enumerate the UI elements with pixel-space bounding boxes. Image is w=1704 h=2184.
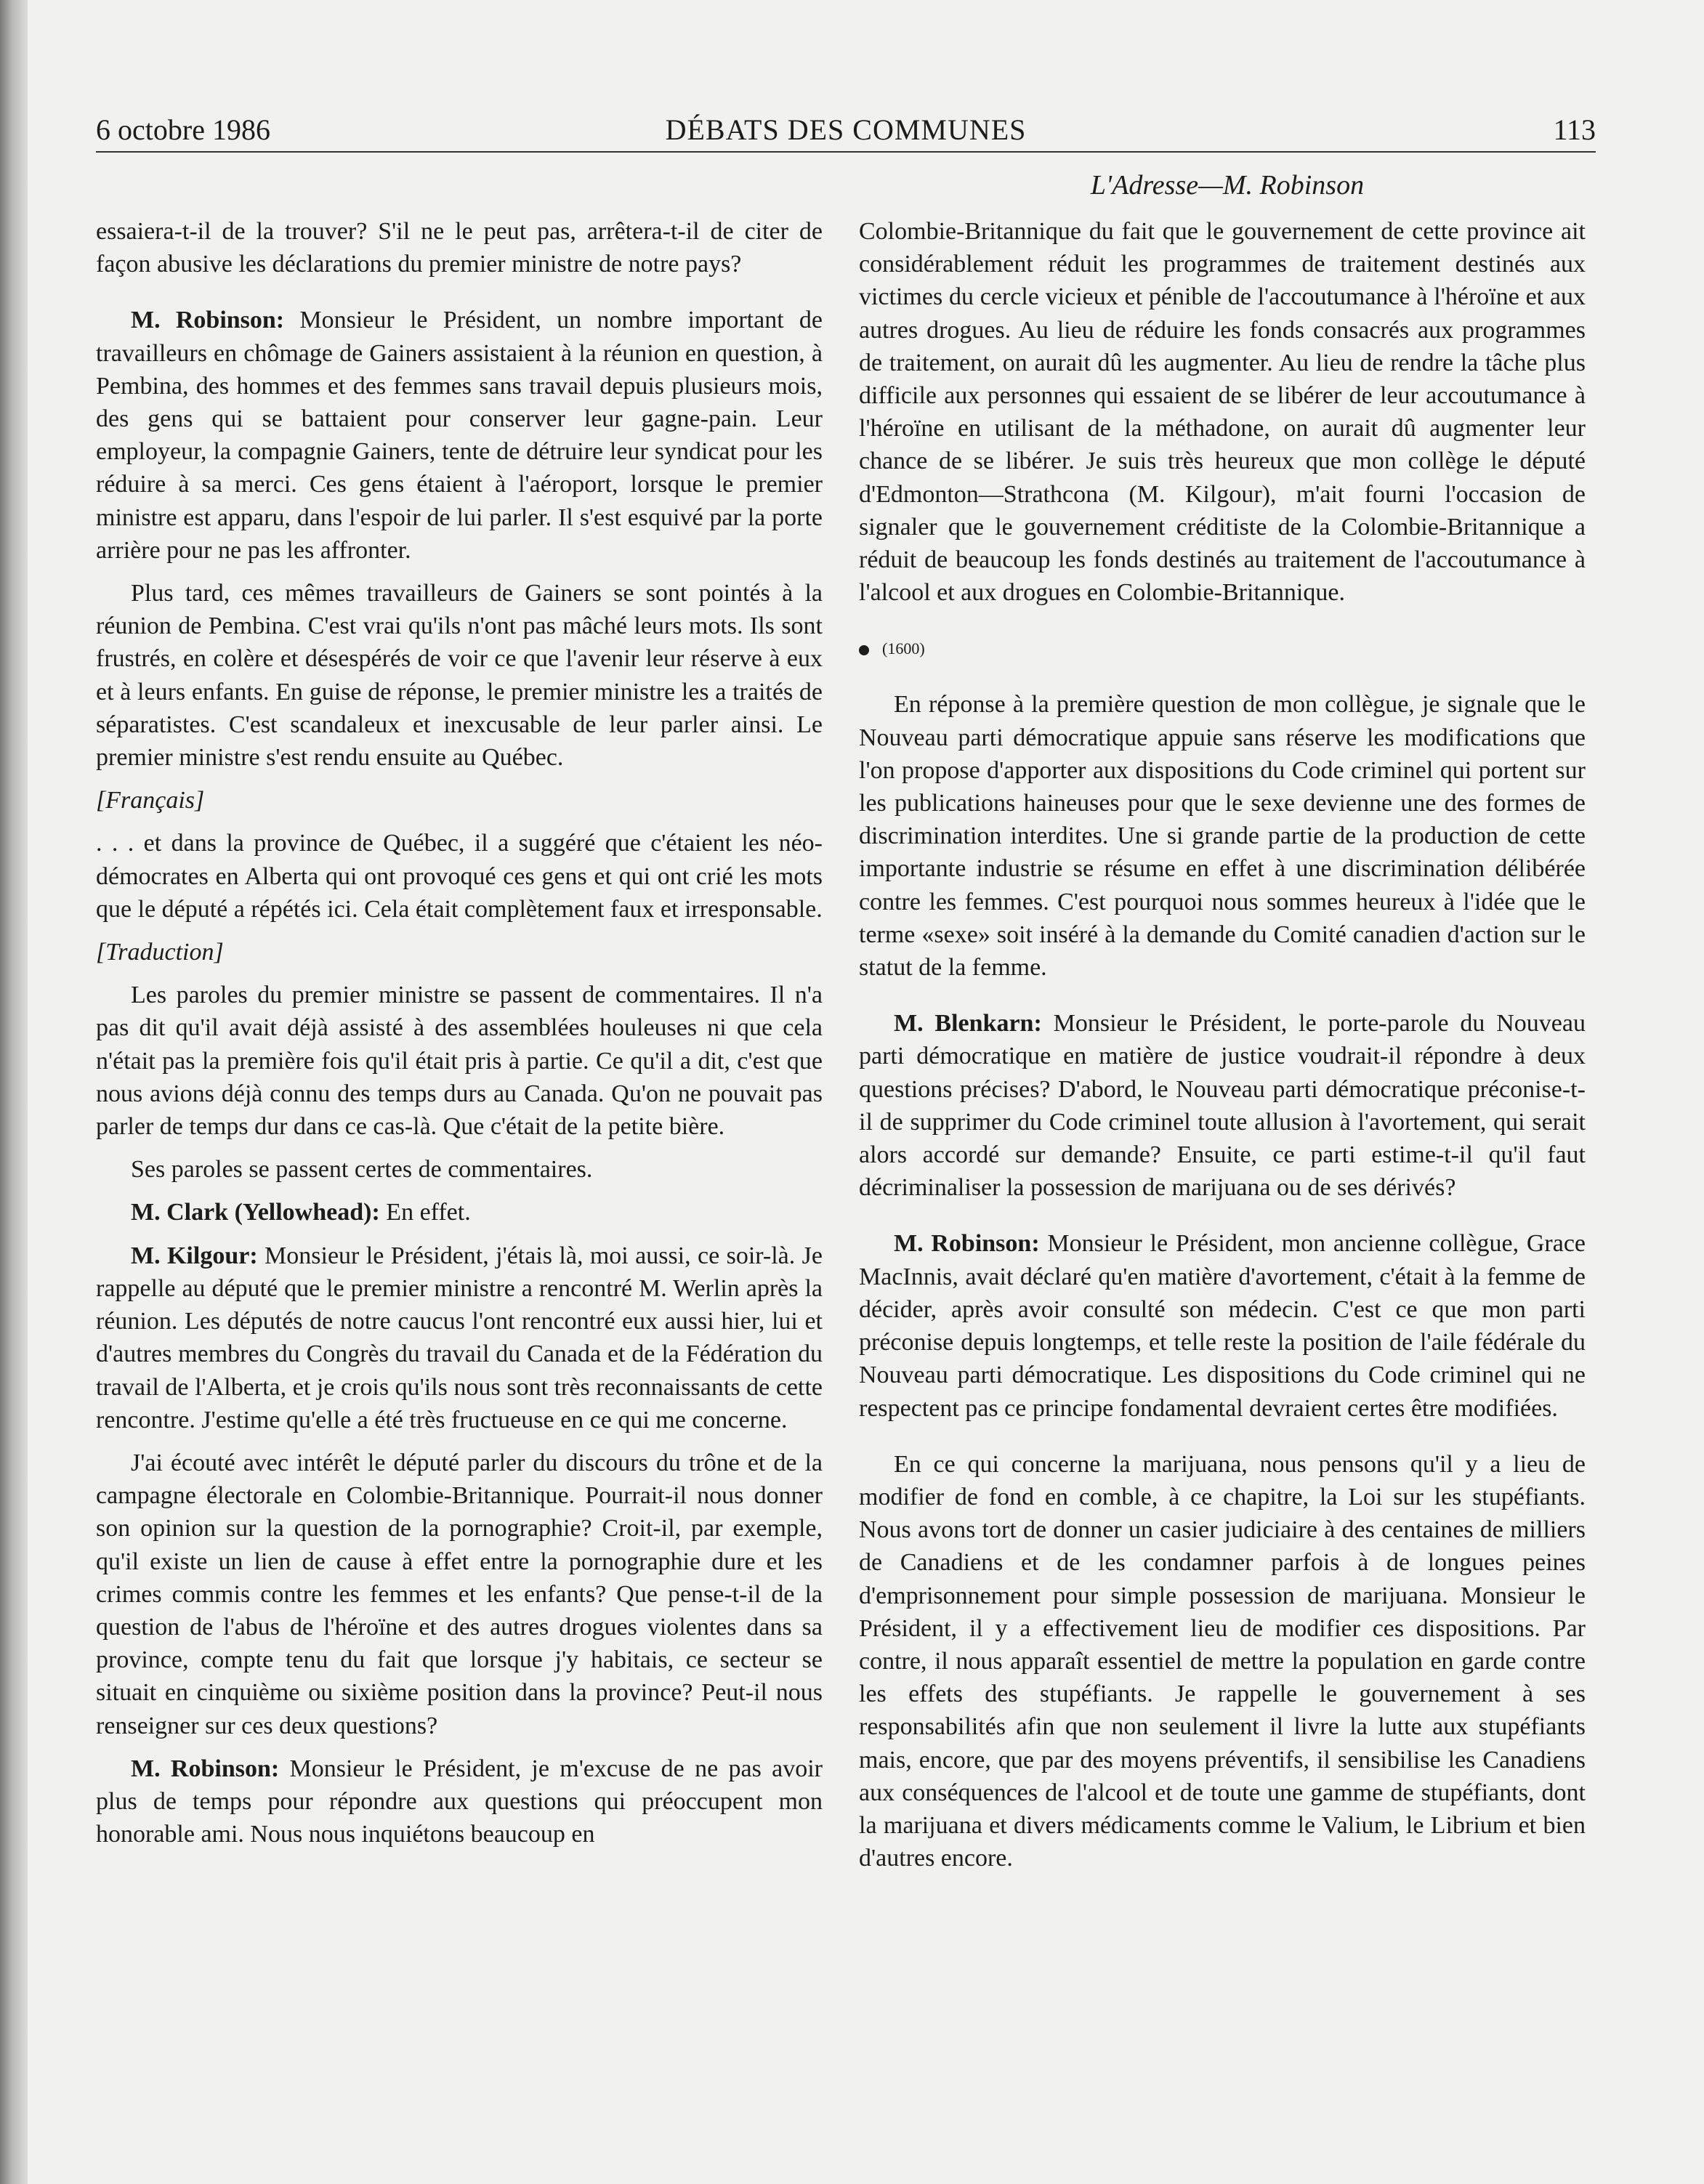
speech-text: En effet. [379,1199,471,1226]
speech [96,304,823,567]
paragraph: . . . et dans la province de Québec, il a suggéré que c'étaient les néo-démocrates en Alberta qui ont provoqué ces gens et qui ont crié les mots que le député a répétés ici. Cela était complètement faux et irresponsable. [96,830,823,923]
speech-text: Monsieur le Président, le porte-parole du Nouveau parti démocratique en matière de justice voudrait-il répondre à deux questions précises? D'abord, le Nouveau parti démocratique préconise-t-il de supprimer du Code criminel toute allusion à l'avortement, qui serait alors accordé sur demande? Ensuite, ce parti estime-t-il qu'il faut décriminaliser la possession de marijuana ou de ses dérivés? [859,1010,1586,1202]
speaker-name: M. Kilgour: [131,1242,258,1269]
time-mark-text: (1600) [882,639,925,658]
paragraph: essaiera-t-il de la trouver? S'il ne le peut pas, arrêtera-t-il de citer de façon abusive les déclarations du premier ministre de notre pays? [96,218,823,278]
speech [859,1227,1586,1424]
speaker-name: M. Robinson: [131,307,285,334]
speech [859,1007,1586,1204]
page-header [96,109,1596,151]
speech [96,1752,823,1851]
language-tag: [Traduction] [96,939,224,966]
speech-text: Monsieur le Président, mon ancienne collègue, Grace MacInnis, avait déclaré qu'en matière d'avortement, c'était à la femme de décider, après avoir consulté son médecin. C'est ce que mon parti préconise depuis longtemps, et telle reste la position de l'aile fédérale du Nouveau parti démocratique. Les dispositions du Code criminel qui ne respectent pas ce principe fondamental devraient certes être modifiées. [859,1230,1586,1422]
paragraph: Plus tard, ces mêmes travailleurs de Gainers se sont pointés à la réunion de Pembina. C'est vrai qu'ils n'ont pas mâché leurs mots. Ils sont frustrés, en colère et désespérés de voir ce que l'avenir leur réserve à eux et à leurs enfants. En guise de réponse, le premier ministre les a traités de séparatistes. C'est scandaleux et inexcusable de leur parler ainsi. Le premier ministre s'est rendu ensuite au Québec. [96,580,823,772]
paragraph: En ce qui concerne la marijuana, nous pensons qu'il y a lieu de modifier de fond en comble, à ce chapitre, la Loi sur les stupéfiants. Nous avons tort de donner un casier judiciaire à des centaines de milliers de Canadiens et de les condamner parfois à de longues peines d'emprisonnement pour simple possession de marijuana. Monsieur le Président, il y a effectivement lieu de modifier ces dispositions. Par contre, il nous apparaît essentiel de mettre la population en garde contre les effets des stupéfiants. Je rappelle le gouvernement à ses responsabilités afin que non seulement il livre la lutte aux stupéfiants mais, encore, que par des moyens préventifs, il sensibilise les Canadiens aux conséquences de l'alcool et de toute une gamme de stupéfiants, dont la marijuana et divers médicaments comme le Valium, le Librium et bien d'autres encore. [859,1450,1586,1872]
header-title: DÉBATS DES COMMUNES [665,113,1027,146]
bullet-icon [859,645,869,655]
header-rule [96,151,1596,153]
speaker-name: M. Blenkarn: [894,1010,1042,1038]
paragraph: Les paroles du premier ministre se passent de commentaires. Il n'a pas dit qu'il avait déjà assisté à des assemblées houleuses ni que cela n'était pas la première fois qu'il était pris à partie. Ce qu'il a dit, c'est que nous avions déjà connu des temps durs au Canada. Qu'on ne pouvait pas parler de temps dur dans ce cas-là. Que c'était de la petite bière. [96,982,823,1141]
page-number: 113 [1553,113,1596,146]
paragraph: Ses paroles se passent certes de commentaires. [131,1156,593,1184]
paragraph: J'ai écouté avec intérêt le député parler du discours du trône et de la campagne électorale en Colombie-Britannique. Pourrait-il nous donner son opinion sur la question de la pornographie? Croit-il, par exemple, qu'il existe un lien de cause à effet entre la pornographie dure et les crimes commis contre les femmes et les enfants? Que pense-t-il de la question de l'abus de l'héroïne et des autres drogues violentes dans sa province, compte tenu du fait que lorsque j'y habitais, ce secteur se situait en cinquième ou sixième position dans la province? Peut-il nous renseigner sur ces deux questions? [96,1449,823,1739]
right-column [859,215,1586,1874]
speaker-name: M. Robinson: [894,1230,1040,1258]
speech [96,1239,823,1436]
paragraph: Colombie-Britannique du fait que le gouvernement de cette province ait considérablement réduit les programmes de traitement destinés aux victimes du cercle vicieux et pénible de l'accoutumance à l'héroïne et aux autres drogues. Au lieu de réduire les fonds consacrés aux programmes de traitement, on aurait dû les augmenter. Au lieu de rendre la tâche plus difficile aux personnes qui essaient de se libérer de leur accoutumance à l'héroïne en utilisant de la méthadone, on aurait dû augmenter leur chance de se libérer. Je suis très heureux que mon collège le député d'Edmonton—Strathcona (M. Kilgour), m'ait fourni l'occasion de signaler que le gouvernement créditiste de la Colombie-Britannique a réduit de beaucoup les fonds destinés au traitement de l'accoutumance à l'alcool et aux drogues en Colombie-Britannique. [859,218,1586,607]
running-head: L'Adresse—M. Robinson [1090,170,1365,201]
speaker-name: M. Robinson: [131,1755,280,1782]
book-spine-shadow [0,0,28,2184]
time-mark [859,632,1586,665]
language-tag: [Français] [96,787,205,814]
speech [96,1196,823,1229]
speech-text: Monsieur le Président, je m'excuse de ne pas avoir plus de temps pour répondre aux questions qui préoccupent mon honorable ami. Nous nous inquiétons beaucoup en [96,1755,823,1848]
left-column [96,215,823,1851]
speech-text: Monsieur le Président, j'étais là, moi aussi, ce soir-là. Je rappelle au député que le premier ministre a rencontré M. Werlin après la réunion. Les députés de notre caucus l'ont rencontré eux aussi hier, lui et d'autres membres du Congrès du travail du Canada et de la Fédération du travail de l'Alberta, et je crois qu'ils nous sont très reconnaissants de cette rencontre. J'estime qu'elle a été très fructueuse en ce qui me concerne. [96,1242,823,1433]
header-date: 6 octobre 1986 [96,113,270,146]
speaker-name: M. Clark (Yellowhead): [131,1199,380,1226]
paragraph: En réponse à la première question de mon collègue, je signale que le Nouveau parti démocratique appuie sans réserve les modifications que l'on propose d'apporter aux dispositions du Code criminel qui portent sur les publications haineuses pour que le sexe devienne une des formes de discrimination interdites. Une si grande partie de la production de cette importante industrie se résume en effet à une discrimination délibérée contre les femmes. C'est pourquoi nous sommes heureux à l'idée que le terme «sexe» soit inséré à la demande du Comité canadien d'action sur le statut de la femme. [859,691,1586,982]
speech-text: Monsieur le Président, un nombre important de travailleurs en chômage de Gainers assistaient à la réunion en question, à Pembina, des hommes et des femmes sans travail depuis plusieurs mois, des gens qui se battaient pour conserver leur gagne-pain. Leur employeur, la compagnie Gainers, tente de détruire leur syndicat pour les réduire à sa merci. Ces gens étaient à l'aéroport, lorsque le premier ministre est apparu, dans l'espoir de lui parler. Il s'est esquivé par la porte arrière pour ne pas les affronter. [96,307,823,564]
